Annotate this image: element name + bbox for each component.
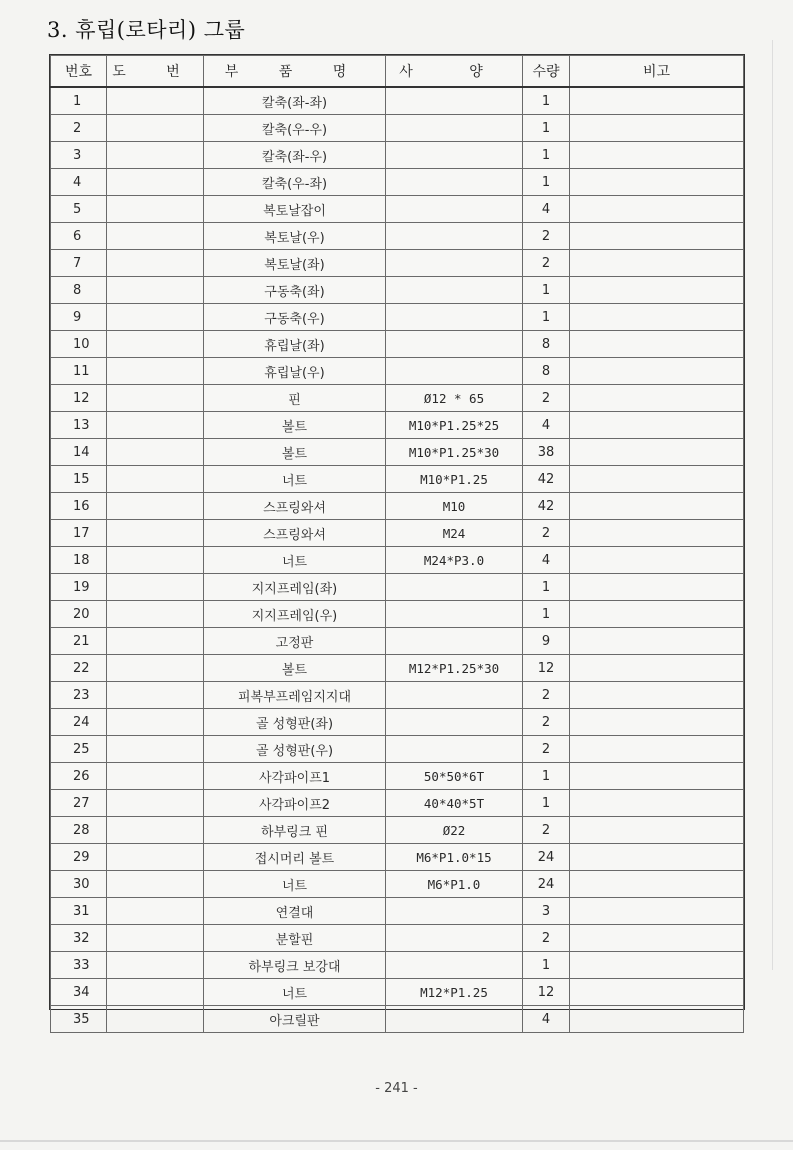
table-row — [51, 142, 744, 169]
row-drawing-no — [107, 277, 204, 304]
row-drawing-no — [107, 196, 204, 223]
row-remark — [570, 628, 744, 655]
row-part-name: 칼축(좌-좌) — [204, 87, 386, 115]
row-remark — [570, 682, 744, 709]
row-remark — [570, 655, 744, 682]
row-spec: M10*P1.25 — [386, 466, 523, 493]
row-drawing-no — [107, 898, 204, 925]
row-number: 9 — [51, 304, 107, 331]
row-qty: 42 — [523, 466, 570, 493]
table-row — [51, 925, 744, 952]
row-part-name: 구동축(좌) — [204, 277, 386, 304]
row-remark — [570, 925, 744, 952]
row-number: 13 — [51, 412, 107, 439]
row-qty: 8 — [523, 331, 570, 358]
row-remark — [570, 331, 744, 358]
row-drawing-no — [107, 601, 204, 628]
row-remark — [570, 844, 744, 871]
row-drawing-no — [107, 655, 204, 682]
table-row — [51, 87, 744, 115]
row-qty: 2 — [523, 736, 570, 763]
row-spec: M24 — [386, 520, 523, 547]
header-no: 번호 — [51, 56, 107, 88]
row-remark — [570, 250, 744, 277]
row-qty: 1 — [523, 87, 570, 115]
row-spec: 40*40*5T — [386, 790, 523, 817]
row-drawing-no — [107, 736, 204, 763]
row-drawing-no — [107, 493, 204, 520]
row-drawing-no — [107, 385, 204, 412]
table-row — [51, 763, 744, 790]
row-part-name: 복토날잡이 — [204, 196, 386, 223]
row-remark — [570, 466, 744, 493]
row-spec — [386, 574, 523, 601]
table-row — [51, 115, 744, 142]
row-number: 32 — [51, 925, 107, 952]
row-qty: 1 — [523, 763, 570, 790]
row-remark — [570, 709, 744, 736]
table-row — [51, 574, 744, 601]
row-number: 12 — [51, 385, 107, 412]
row-drawing-no — [107, 520, 204, 547]
row-part-name: 너트 — [204, 979, 386, 1006]
row-drawing-no — [107, 142, 204, 169]
row-part-name: 아크릴판 — [204, 1006, 386, 1033]
row-part-name: 복토날(좌) — [204, 250, 386, 277]
table-row — [51, 277, 744, 304]
row-number: 21 — [51, 628, 107, 655]
row-qty: 8 — [523, 358, 570, 385]
table-row — [51, 385, 744, 412]
row-remark — [570, 520, 744, 547]
table-row — [51, 304, 744, 331]
header-drawing: 도 번 — [107, 56, 204, 88]
row-part-name: 핀 — [204, 385, 386, 412]
row-qty: 2 — [523, 925, 570, 952]
row-spec — [386, 331, 523, 358]
row-remark — [570, 736, 744, 763]
table-row — [51, 196, 744, 223]
row-remark — [570, 493, 744, 520]
row-drawing-no — [107, 1006, 204, 1033]
row-spec: M6*P1.0 — [386, 871, 523, 898]
row-remark — [570, 87, 744, 115]
parts-table-frame — [49, 54, 745, 1029]
row-number: 2 — [51, 115, 107, 142]
row-drawing-no — [107, 682, 204, 709]
row-remark — [570, 871, 744, 898]
row-number: 30 — [51, 871, 107, 898]
row-part-name: 볼트 — [204, 439, 386, 466]
row-remark — [570, 817, 744, 844]
row-part-name: 사각파이프2 — [204, 790, 386, 817]
row-part-name: 분할핀 — [204, 925, 386, 952]
table-row — [51, 412, 744, 439]
row-spec — [386, 142, 523, 169]
row-part-name: 피복부프레임지지대 — [204, 682, 386, 709]
row-spec — [386, 925, 523, 952]
row-spec — [386, 358, 523, 385]
row-remark — [570, 304, 744, 331]
row-spec: M10 — [386, 493, 523, 520]
row-drawing-no — [107, 250, 204, 277]
row-drawing-no — [107, 979, 204, 1006]
row-drawing-no — [107, 871, 204, 898]
table-row — [51, 169, 744, 196]
row-spec: M12*P1.25*30 — [386, 655, 523, 682]
row-spec: M10*P1.25*25 — [386, 412, 523, 439]
row-qty: 24 — [523, 844, 570, 871]
row-drawing-no — [107, 115, 204, 142]
row-remark — [570, 142, 744, 169]
row-qty: 38 — [523, 439, 570, 466]
row-number: 16 — [51, 493, 107, 520]
table-row — [51, 601, 744, 628]
row-remark — [570, 169, 744, 196]
row-remark — [570, 574, 744, 601]
row-qty: 4 — [523, 412, 570, 439]
row-number: 7 — [51, 250, 107, 277]
table-row — [51, 655, 744, 682]
scan-bottom-edge — [0, 1140, 793, 1142]
row-number: 26 — [51, 763, 107, 790]
row-spec — [386, 304, 523, 331]
table-row — [51, 466, 744, 493]
row-number: 3 — [51, 142, 107, 169]
table-row — [51, 547, 744, 574]
row-remark — [570, 358, 744, 385]
row-qty: 24 — [523, 871, 570, 898]
row-qty: 12 — [523, 655, 570, 682]
table-row — [51, 979, 744, 1006]
table-header-row — [51, 56, 744, 88]
row-part-name: 구동축(우) — [204, 304, 386, 331]
row-qty: 4 — [523, 547, 570, 574]
row-number: 6 — [51, 223, 107, 250]
row-drawing-no — [107, 952, 204, 979]
row-number: 1 — [51, 87, 107, 115]
row-spec — [386, 898, 523, 925]
row-spec — [386, 115, 523, 142]
row-spec: 50*50*6T — [386, 763, 523, 790]
row-spec — [386, 709, 523, 736]
table-row — [51, 817, 744, 844]
row-qty: 1 — [523, 601, 570, 628]
row-part-name: 스프링와셔 — [204, 520, 386, 547]
row-number: 24 — [51, 709, 107, 736]
row-number: 8 — [51, 277, 107, 304]
row-remark — [570, 223, 744, 250]
row-drawing-no — [107, 628, 204, 655]
row-spec — [386, 87, 523, 115]
row-part-name: 볼트 — [204, 412, 386, 439]
row-spec — [386, 169, 523, 196]
row-part-name: 너트 — [204, 466, 386, 493]
row-part-name: 칼축(좌-우) — [204, 142, 386, 169]
row-spec — [386, 952, 523, 979]
table-row — [51, 331, 744, 358]
row-spec — [386, 601, 523, 628]
row-remark — [570, 790, 744, 817]
row-remark — [570, 601, 744, 628]
row-drawing-no — [107, 412, 204, 439]
row-spec — [386, 736, 523, 763]
row-spec: M24*P3.0 — [386, 547, 523, 574]
table-row — [51, 844, 744, 871]
row-qty: 1 — [523, 142, 570, 169]
row-qty: 4 — [523, 196, 570, 223]
row-number: 14 — [51, 439, 107, 466]
row-remark — [570, 385, 744, 412]
row-part-name: 스프링와셔 — [204, 493, 386, 520]
row-remark — [570, 277, 744, 304]
table-row — [51, 493, 744, 520]
row-qty: 42 — [523, 493, 570, 520]
row-part-name: 골 성형판(좌) — [204, 709, 386, 736]
row-qty: 4 — [523, 1006, 570, 1033]
row-qty: 2 — [523, 709, 570, 736]
row-remark — [570, 952, 744, 979]
table-row — [51, 520, 744, 547]
table-row — [51, 223, 744, 250]
table-row — [51, 358, 744, 385]
row-number: 25 — [51, 736, 107, 763]
row-spec — [386, 277, 523, 304]
row-number: 11 — [51, 358, 107, 385]
row-qty: 2 — [523, 250, 570, 277]
row-qty: 1 — [523, 115, 570, 142]
row-remark — [570, 763, 744, 790]
row-qty: 1 — [523, 790, 570, 817]
table-row — [51, 1006, 744, 1033]
row-qty: 1 — [523, 574, 570, 601]
row-qty: 2 — [523, 385, 570, 412]
row-part-name: 볼트 — [204, 655, 386, 682]
row-part-name: 연결대 — [204, 898, 386, 925]
row-part-name: 하부링크 핀 — [204, 817, 386, 844]
row-qty: 9 — [523, 628, 570, 655]
row-drawing-no — [107, 547, 204, 574]
row-number: 35 — [51, 1006, 107, 1033]
row-number: 20 — [51, 601, 107, 628]
table-row — [51, 952, 744, 979]
row-number: 23 — [51, 682, 107, 709]
table-row — [51, 790, 744, 817]
row-remark — [570, 412, 744, 439]
header-part-name: 부 품 명 — [204, 56, 386, 88]
row-drawing-no — [107, 709, 204, 736]
row-spec: Ø22 — [386, 817, 523, 844]
row-drawing-no — [107, 817, 204, 844]
row-drawing-no — [107, 790, 204, 817]
row-part-name: 휴립날(우) — [204, 358, 386, 385]
row-drawing-no — [107, 925, 204, 952]
row-part-name: 사각파이프1 — [204, 763, 386, 790]
row-number: 33 — [51, 952, 107, 979]
row-remark — [570, 439, 744, 466]
row-qty: 3 — [523, 898, 570, 925]
row-part-name: 고정판 — [204, 628, 386, 655]
row-spec: Ø12 * 65 — [386, 385, 523, 412]
row-drawing-no — [107, 331, 204, 358]
row-remark — [570, 898, 744, 925]
row-drawing-no — [107, 223, 204, 250]
row-part-name: 골 성형판(우) — [204, 736, 386, 763]
row-part-name: 복토날(우) — [204, 223, 386, 250]
row-number: 4 — [51, 169, 107, 196]
row-qty: 12 — [523, 979, 570, 1006]
row-part-name: 휴립날(좌) — [204, 331, 386, 358]
row-number: 27 — [51, 790, 107, 817]
row-qty: 2 — [523, 817, 570, 844]
row-qty: 1 — [523, 277, 570, 304]
table-row — [51, 250, 744, 277]
page-title: 3. 휴립(로타리) 그룹 — [47, 18, 246, 42]
row-part-name: 너트 — [204, 871, 386, 898]
row-remark — [570, 979, 744, 1006]
row-part-name: 하부링크 보강대 — [204, 952, 386, 979]
row-number: 17 — [51, 520, 107, 547]
row-part-name: 지지프레임(좌) — [204, 574, 386, 601]
row-remark — [570, 1006, 744, 1033]
row-drawing-no — [107, 304, 204, 331]
row-remark — [570, 115, 744, 142]
table-row — [51, 439, 744, 466]
row-remark — [570, 196, 744, 223]
table-row — [51, 628, 744, 655]
table-row — [51, 709, 744, 736]
row-qty: 2 — [523, 520, 570, 547]
row-number: 34 — [51, 979, 107, 1006]
page-edge-shadow — [772, 40, 773, 970]
row-drawing-no — [107, 844, 204, 871]
row-drawing-no — [107, 466, 204, 493]
row-part-name: 너트 — [204, 547, 386, 574]
parts-table — [50, 55, 744, 1033]
row-spec — [386, 196, 523, 223]
row-number: 15 — [51, 466, 107, 493]
row-remark — [570, 547, 744, 574]
row-spec — [386, 682, 523, 709]
row-number: 22 — [51, 655, 107, 682]
table-row — [51, 736, 744, 763]
row-drawing-no — [107, 439, 204, 466]
row-number: 28 — [51, 817, 107, 844]
row-drawing-no — [107, 358, 204, 385]
row-spec — [386, 223, 523, 250]
table-row — [51, 898, 744, 925]
row-qty: 1 — [523, 169, 570, 196]
row-number: 29 — [51, 844, 107, 871]
row-qty: 1 — [523, 304, 570, 331]
page-number: - 241 - — [375, 1081, 418, 1096]
table-body — [51, 87, 744, 1033]
row-number: 19 — [51, 574, 107, 601]
row-number: 10 — [51, 331, 107, 358]
row-spec: M6*P1.0*15 — [386, 844, 523, 871]
table-row — [51, 871, 744, 898]
row-qty: 1 — [523, 952, 570, 979]
row-part-name: 접시머리 볼트 — [204, 844, 386, 871]
row-part-name: 칼축(우-좌) — [204, 169, 386, 196]
header-qty: 수량 — [523, 56, 570, 88]
row-qty: 2 — [523, 682, 570, 709]
header-remark: 비고 — [570, 56, 744, 88]
header-spec: 사 양 — [386, 56, 523, 88]
row-drawing-no — [107, 763, 204, 790]
row-spec — [386, 250, 523, 277]
row-spec — [386, 1006, 523, 1033]
row-part-name: 지지프레임(우) — [204, 601, 386, 628]
row-drawing-no — [107, 574, 204, 601]
row-part-name: 칼축(우-우) — [204, 115, 386, 142]
row-spec: M10*P1.25*30 — [386, 439, 523, 466]
row-spec — [386, 628, 523, 655]
row-drawing-no — [107, 87, 204, 115]
row-number: 31 — [51, 898, 107, 925]
row-drawing-no — [107, 169, 204, 196]
row-qty: 2 — [523, 223, 570, 250]
row-number: 18 — [51, 547, 107, 574]
row-number: 5 — [51, 196, 107, 223]
row-spec: M12*P1.25 — [386, 979, 523, 1006]
table-row — [51, 682, 744, 709]
